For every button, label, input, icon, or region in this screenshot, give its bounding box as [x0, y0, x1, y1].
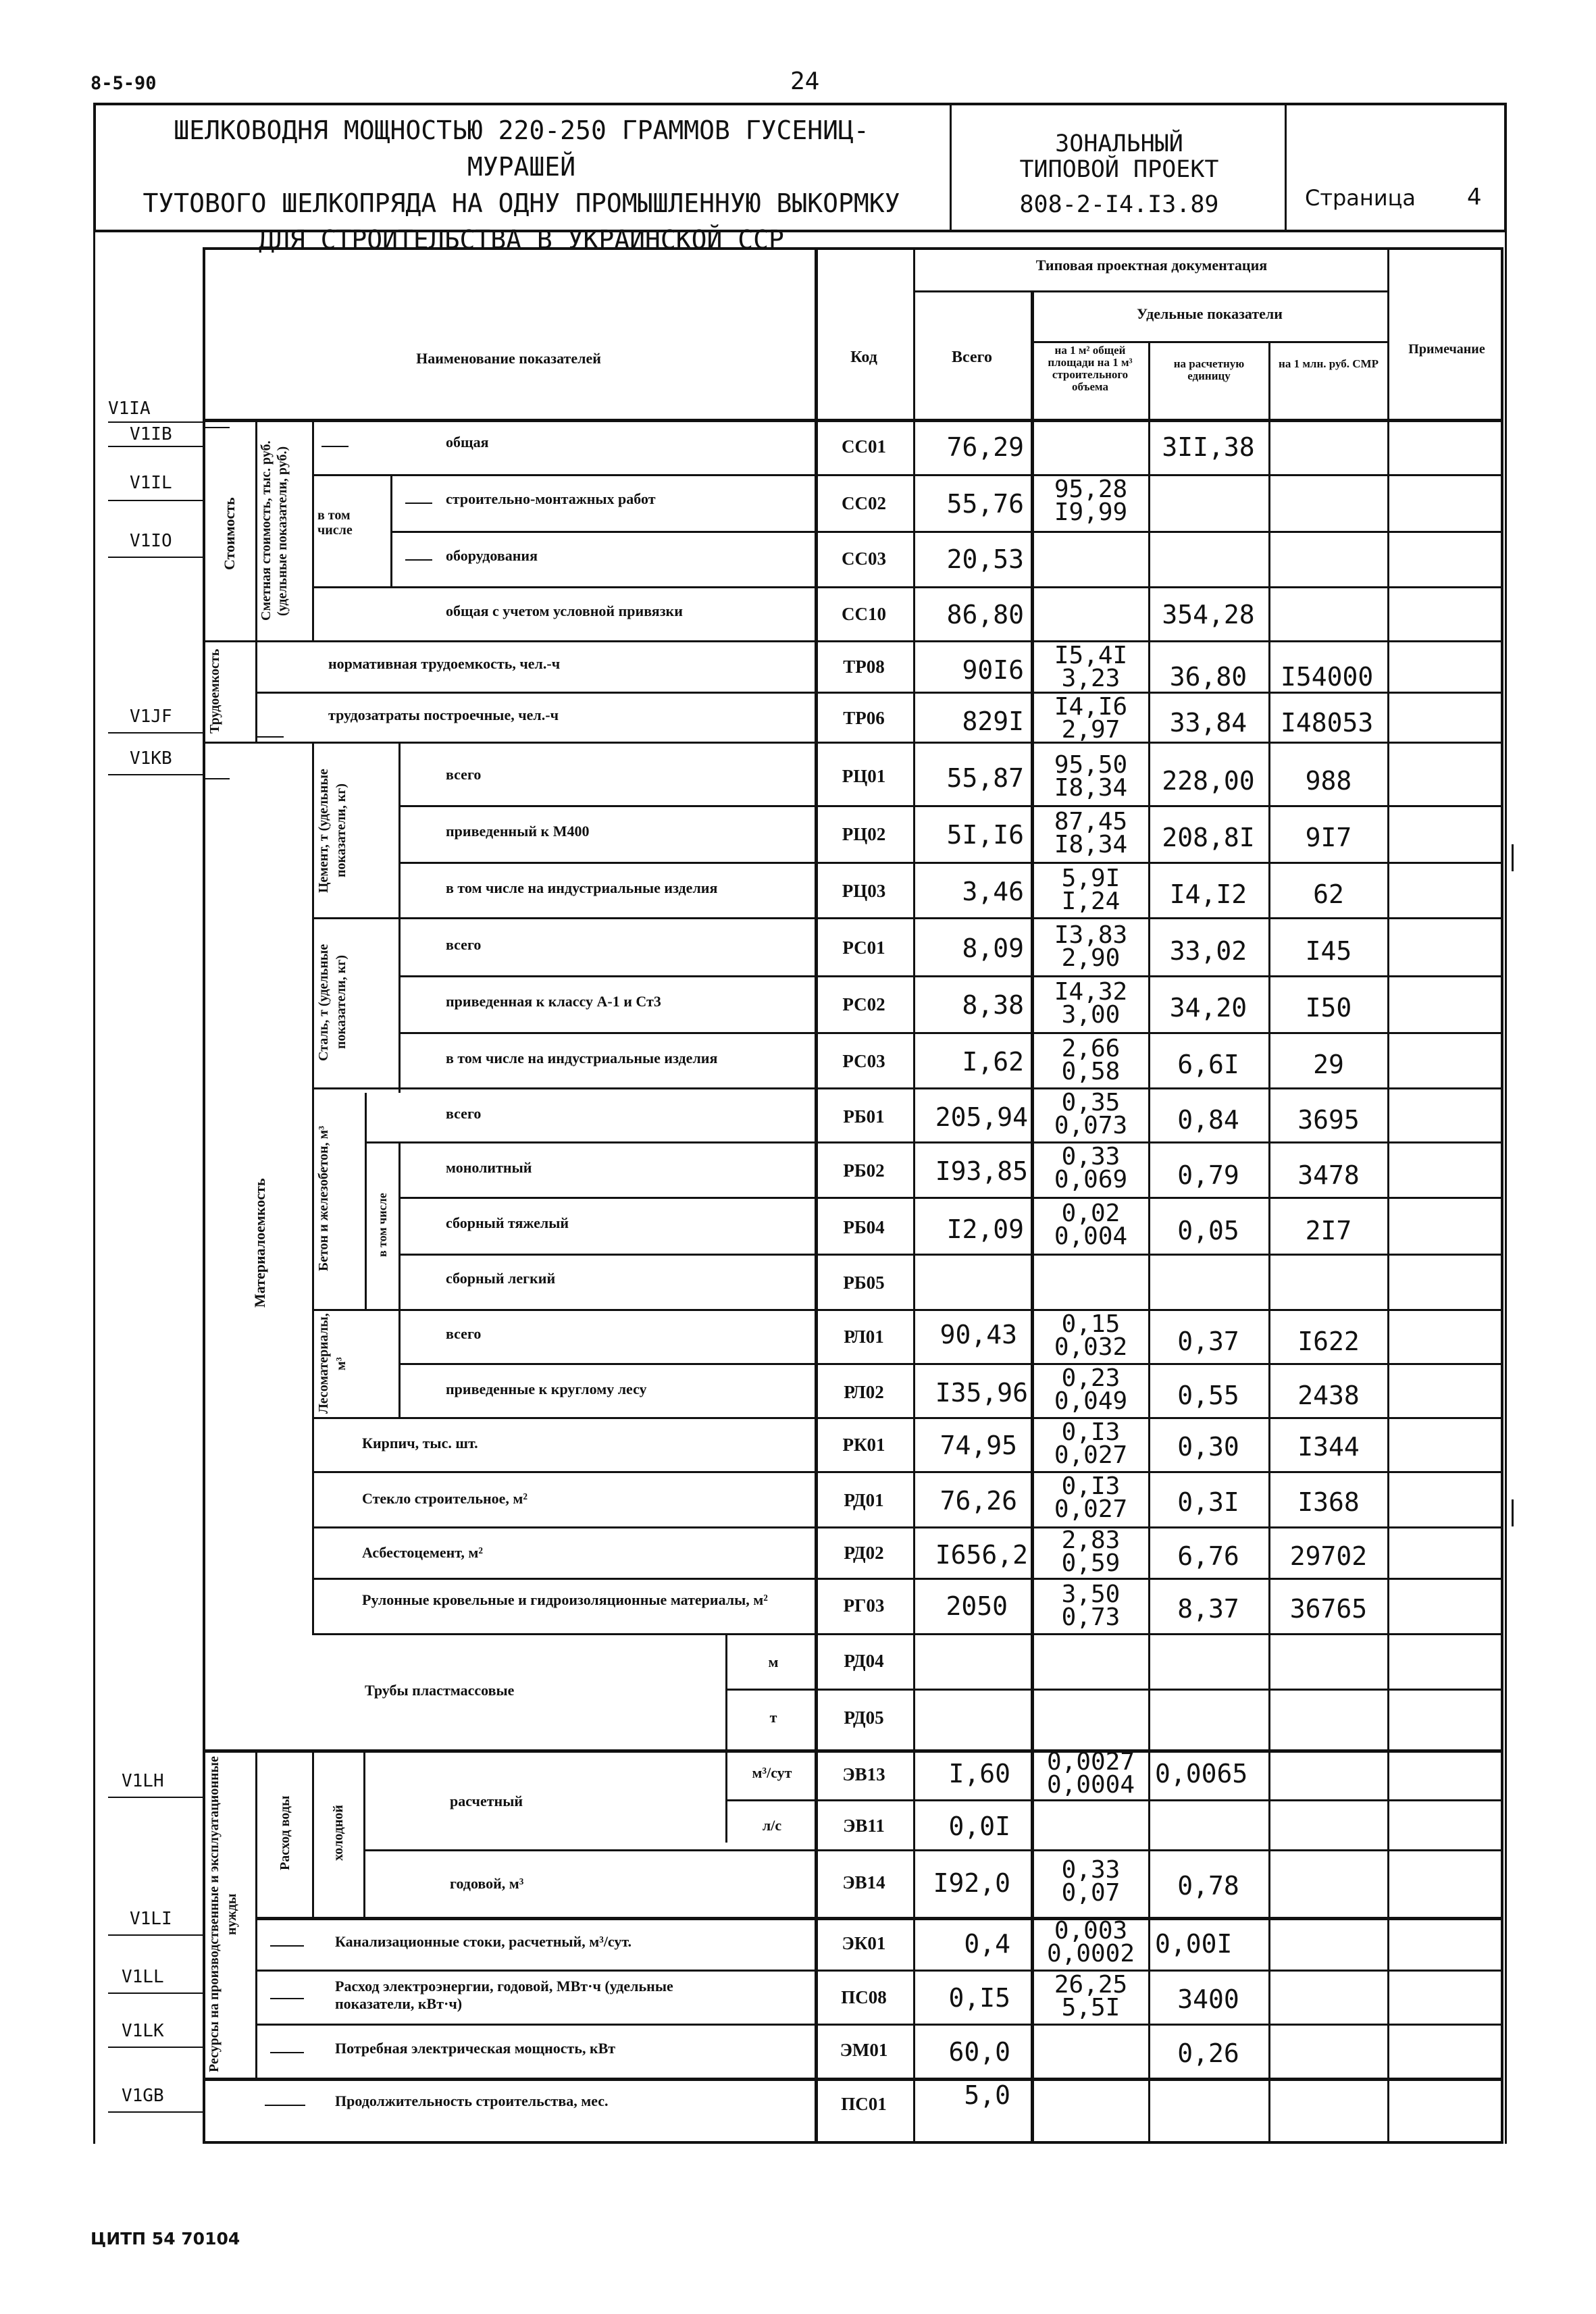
- row-per-mln: 29702: [1289, 1541, 1368, 1571]
- row-code: РЦ01: [842, 766, 886, 786]
- header-specific: Удельные показатели: [1137, 305, 1283, 322]
- sheet-label: Страница: [1305, 185, 1416, 211]
- row-per-m2: 0,003 0,0002: [1046, 1917, 1135, 1968]
- group-incl: в том числе: [317, 508, 353, 538]
- footer-code: ЦИТП 54 70104: [91, 2229, 240, 2248]
- row-per-m2: 0,I3 0,027: [1054, 1418, 1128, 1469]
- row-code: ЭК01: [842, 1933, 886, 1953]
- row-per-unit: 36,80: [1169, 662, 1247, 692]
- row-name: Продолжительность строительства, мес.: [335, 2092, 609, 2109]
- row-code: СС02: [842, 493, 886, 513]
- row-total: 2050: [946, 1591, 1008, 1621]
- row-per-unit: 0,3I: [1177, 1487, 1239, 1517]
- header-typical: Типовая проектная документация: [1035, 257, 1268, 274]
- row-per-m2: I4,32 3,00: [1054, 978, 1128, 1029]
- row-name: Расход электроэнергии, годовой, МВт·ч (удельные показатели, кВт·ч): [335, 1978, 673, 2012]
- doc-code: 8-5-90: [91, 73, 157, 94]
- row-name: в том числе на индустриальные изделия: [446, 1050, 718, 1066]
- row-per-m2: 95,28 I9,99: [1054, 475, 1128, 526]
- row-per-unit: 0,0065: [1155, 1759, 1248, 1789]
- row-total: 20,53: [946, 544, 1024, 574]
- project-line-3: 808-2-I4.I3.89: [1019, 191, 1219, 218]
- row-code: РЦ03: [842, 881, 886, 901]
- row-per-unit: 0,00I: [1155, 1929, 1233, 1959]
- group-material: Материалоемкость: [251, 1178, 268, 1308]
- row-total: 90I6: [962, 655, 1024, 685]
- row-code: ПС01: [841, 2094, 887, 2114]
- row-code: ПС08: [841, 1987, 887, 2007]
- row-code: СС10: [842, 604, 886, 624]
- row-per-m2: 87,45 I8,34: [1054, 808, 1128, 858]
- row-total: 8,09: [962, 933, 1024, 963]
- row-total: I,60: [948, 1759, 1010, 1789]
- row-per-mln: 29: [1313, 1050, 1344, 1079]
- row-per-mln: I45: [1305, 936, 1352, 966]
- row-name: приведенная к классу А-1 и Ст3: [446, 993, 661, 1010]
- row-per-unit: 33,84: [1169, 708, 1247, 738]
- row-name: годовой, м³: [450, 1875, 524, 1892]
- row-total: 829I: [962, 706, 1024, 736]
- row-name: Канализационные стоки, расчетный, м³/сут.: [335, 1933, 632, 1950]
- group-timber: Лесоматериалы, м³: [316, 1313, 349, 1414]
- header-name: Наименование показателей: [416, 350, 601, 367]
- group-resources: Ресурсы на производственные и эксплуатационные нужды: [207, 1756, 239, 2072]
- row-per-unit: 208,8I: [1162, 823, 1255, 852]
- row-per-unit: 0,78: [1177, 1871, 1239, 1901]
- row-total: I92,0: [933, 1868, 1010, 1898]
- row-total: 5,0: [964, 2080, 1010, 2110]
- row-per-unit: 3400: [1177, 1984, 1239, 2014]
- row-code: РЦ02: [842, 824, 886, 844]
- row-per-mln: 2438: [1297, 1381, 1360, 1410]
- side-code: V1IA: [108, 398, 151, 419]
- row-total: 76,26: [939, 1486, 1017, 1516]
- row-per-m2: 0,02 0,004: [1054, 1200, 1128, 1250]
- row-total: 205,94: [935, 1102, 1028, 1132]
- row-name: Асбестоцемент, м²: [362, 1544, 483, 1561]
- row-per-m2: I4,I6 2,97: [1054, 693, 1128, 744]
- row-per-m2: 0,15 0,032: [1054, 1310, 1128, 1361]
- row-code: РС02: [842, 994, 885, 1014]
- row-per-m2: 0,35 0,073: [1054, 1089, 1128, 1139]
- row-code: РЛ02: [844, 1382, 884, 1402]
- row-code: РД02: [844, 1543, 884, 1563]
- row-name: расчетный: [450, 1793, 523, 1809]
- row-per-mln: I368: [1297, 1487, 1360, 1517]
- row-code: РЛ01: [844, 1327, 884, 1347]
- row-code: РГ03: [843, 1595, 885, 1616]
- header-per-unit: на расчетную единицу: [1173, 357, 1245, 382]
- side-code: V1GB: [122, 2086, 164, 2106]
- row-code: РБ01: [843, 1106, 885, 1127]
- side-code: V1JF: [130, 706, 172, 727]
- row-code: ЭМ01: [840, 2040, 888, 2060]
- row-name: сборный легкий: [446, 1270, 556, 1287]
- row-per-unit: 33,02: [1169, 936, 1247, 966]
- row-per-mln: I54000: [1281, 662, 1374, 692]
- row-code: СС01: [842, 436, 886, 457]
- group-labor: Трудоемкость: [207, 648, 222, 734]
- row-per-mln: 988: [1305, 766, 1352, 796]
- row-per-mln: 36765: [1289, 1594, 1368, 1624]
- row-name: приведенные к круглому лесу: [446, 1381, 647, 1397]
- side-code: V1LI: [130, 1909, 172, 1929]
- row-per-m2: 0,I3 0,027: [1054, 1472, 1128, 1523]
- row-per-m2: 3,50 0,73: [1061, 1580, 1121, 1631]
- row-total: 55,87: [946, 763, 1024, 793]
- row-total: 5I,I6: [946, 820, 1024, 850]
- row-code: РС03: [842, 1051, 885, 1071]
- row-per-mln: 2I7: [1305, 1216, 1352, 1245]
- row-per-mln: I344: [1297, 1432, 1360, 1462]
- row-total: 86,80: [946, 600, 1024, 629]
- row-total: 90,43: [939, 1320, 1017, 1349]
- row-per-unit: I4,I2: [1169, 879, 1247, 909]
- row-name: Стекло строительное, м²: [362, 1490, 528, 1507]
- row-code: РС01: [842, 937, 885, 958]
- row-name: всего: [446, 1325, 482, 1342]
- row-code: РД01: [844, 1490, 884, 1510]
- row-name: строительно-монтажных работ: [446, 490, 656, 507]
- row-total: 3,46: [962, 877, 1024, 906]
- title-line-2: ТУТОВОГО ШЕЛКОПРЯДА НА ОДНУ ПРОМЫШЛЕННУЮ ВЫКОРМКУ: [143, 188, 900, 218]
- row-per-unit: 0,55: [1177, 1381, 1239, 1410]
- row-total: I2,09: [946, 1214, 1024, 1244]
- row-per-unit: 3II,38: [1162, 432, 1255, 462]
- row-per-m2: 0,33 0,07: [1061, 1856, 1121, 1907]
- row-per-m2: 2,66 0,58: [1061, 1035, 1121, 1085]
- row-total: 60,0: [948, 2037, 1010, 2067]
- row-per-m2: 95,50 I8,34: [1054, 751, 1128, 802]
- row-code: РБ05: [843, 1272, 885, 1293]
- row-per-m2: 26,25 5,5I: [1054, 1971, 1128, 2022]
- row-code: ТР08: [843, 657, 885, 677]
- row-name: Кирпич, тыс. шт.: [362, 1435, 478, 1451]
- group-concrete: Бетон и железобетон, м³: [316, 1125, 331, 1271]
- project-line-2: ТИПОВОЙ ПРОЕКТ: [1019, 156, 1219, 183]
- row-name: в том числе на индустриальные изделия: [446, 879, 718, 896]
- group-cold: холодной: [331, 1805, 346, 1861]
- group-concrete-incl: в том числе: [376, 1193, 389, 1258]
- row-name: Рулонные кровельные и гидроизоляционные материалы, м²: [362, 1591, 768, 1608]
- row-per-mln: 3695: [1297, 1105, 1360, 1135]
- sheet-number: 4: [1467, 184, 1482, 211]
- row-total: 0,4: [964, 1929, 1010, 1959]
- row-per-m2: 0,23 0,049: [1054, 1364, 1128, 1415]
- row-total: 8,38: [962, 990, 1024, 1020]
- row-per-m2: 2,83 0,59: [1061, 1526, 1121, 1577]
- side-code: V1IO: [130, 531, 172, 551]
- row-per-mln: 3478: [1297, 1160, 1360, 1190]
- row-code: ЭВ14: [842, 1872, 885, 1893]
- row-total: 76,29: [946, 432, 1024, 462]
- row-name: Трубы пластмассовые: [365, 1682, 515, 1699]
- row-name: трудозатраты построечные, чел.-ч: [328, 706, 559, 723]
- group-cost: Стоимость: [221, 497, 238, 570]
- page-number: 24: [790, 68, 820, 95]
- row-name: Потребная электрическая мощность, кВт: [335, 2040, 616, 2057]
- row-per-m2: 0,0027 0,0004: [1046, 1748, 1135, 1799]
- row-name: оборудования: [446, 547, 538, 564]
- row-total: 74,95: [939, 1431, 1017, 1460]
- header-per-m2: на 1 м² общей площади на 1 м³ строительного объема: [1048, 344, 1133, 393]
- side-code: V1IB: [130, 424, 172, 444]
- group-cost-sub: Сметная стоимость, тыс. руб. (удельные показатели, руб.): [259, 440, 290, 621]
- row-code: РК01: [842, 1435, 885, 1455]
- row-per-m2: I3,83 2,90: [1054, 921, 1128, 972]
- row-per-unit: 0,30: [1177, 1432, 1239, 1462]
- unit-label: л/с: [762, 1817, 782, 1834]
- row-code: РД04: [844, 1651, 884, 1671]
- row-name: всего: [446, 936, 482, 953]
- row-name: сборный тяжелый: [446, 1214, 569, 1231]
- row-per-mln: 62: [1313, 879, 1344, 909]
- row-code: ЭВ11: [843, 1816, 885, 1836]
- side-code: V1IL: [130, 473, 172, 493]
- row-name: всего: [446, 1105, 482, 1122]
- unit-label: т: [769, 1709, 777, 1726]
- group-cement: Цемент, т (удельные показатели, кг): [316, 769, 349, 893]
- unit-label: м: [768, 1653, 779, 1670]
- row-code: РД05: [844, 1707, 884, 1728]
- row-per-unit: 354,28: [1162, 600, 1255, 629]
- row-code: СС03: [842, 548, 886, 569]
- row-total: 0,I5: [948, 1983, 1010, 2013]
- row-per-unit: 228,00: [1162, 766, 1255, 796]
- row-name: нормативная трудоемкость, чел.-ч: [328, 655, 561, 672]
- group-water: Расход воды: [278, 1795, 292, 1871]
- row-per-mln: 9I7: [1305, 823, 1352, 852]
- row-per-unit: 0,26: [1177, 2038, 1239, 2068]
- row-name: приведенный к М400: [446, 823, 590, 840]
- row-per-unit: 8,37: [1177, 1594, 1239, 1624]
- row-total: 0,0I: [948, 1811, 1010, 1841]
- row-total: I656,2: [935, 1540, 1028, 1570]
- unit-label: м³/сут: [752, 1764, 792, 1781]
- header-per-mln: на 1 млн. руб. СМР: [1279, 357, 1379, 370]
- header-note: Примечание: [1408, 342, 1485, 357]
- row-code: РБ04: [843, 1217, 885, 1237]
- row-per-unit: 0,05: [1177, 1216, 1239, 1245]
- title-line-1: ШЕЛКОВОДНЯ МОЩНОСТЬЮ 220-250 ГРАММОВ ГУСЕНИЦ-МУРАШЕЙ: [174, 115, 869, 182]
- row-name: всего: [446, 766, 482, 783]
- row-name: общая: [446, 434, 489, 451]
- title-line-3: ДЛЯ СТРОИТЕЛЬСТВА В УКРАИНСКОЙ ССР: [259, 225, 784, 255]
- project-line-1: ЗОНАЛЬНЫЙ: [1055, 130, 1183, 157]
- row-total: I,62: [962, 1047, 1024, 1077]
- row-per-unit: 0,79: [1177, 1160, 1239, 1190]
- side-code: V1KB: [130, 748, 172, 769]
- header-code: Код: [850, 349, 877, 366]
- row-code: ЭВ13: [842, 1764, 885, 1784]
- row-total: 55,76: [946, 489, 1024, 519]
- group-steel: Сталь, т (удельные показатели, кг): [316, 944, 349, 1061]
- row-name: монолитный: [446, 1159, 532, 1176]
- row-per-mln: I48053: [1281, 708, 1374, 738]
- row-per-unit: 6,6I: [1177, 1050, 1239, 1079]
- row-per-unit: 6,76: [1177, 1541, 1239, 1571]
- row-code: РБ02: [843, 1160, 885, 1181]
- row-per-m2: 5,9I I,24: [1061, 865, 1121, 915]
- header-total: Всего: [952, 349, 992, 366]
- row-total: I35,96: [935, 1378, 1028, 1408]
- row-name: общая с учетом условной привязки: [446, 602, 683, 619]
- row-per-mln: I622: [1297, 1327, 1360, 1356]
- side-code: V1LH: [122, 1771, 164, 1791]
- row-per-unit: 0,84: [1177, 1105, 1239, 1135]
- row-per-mln: I50: [1305, 993, 1352, 1023]
- row-per-unit: 34,20: [1169, 993, 1247, 1023]
- title-block: [93, 103, 1507, 255]
- row-total: I93,85: [935, 1156, 1028, 1186]
- row-per-unit: 0,37: [1177, 1327, 1239, 1356]
- row-per-m2: I5,4I 3,23: [1054, 642, 1128, 692]
- side-code: V1LL: [122, 1967, 164, 1987]
- row-per-m2: 0,33 0,069: [1054, 1143, 1128, 1193]
- row-code: ТР06: [843, 708, 885, 728]
- side-code: V1LK: [122, 2021, 164, 2041]
